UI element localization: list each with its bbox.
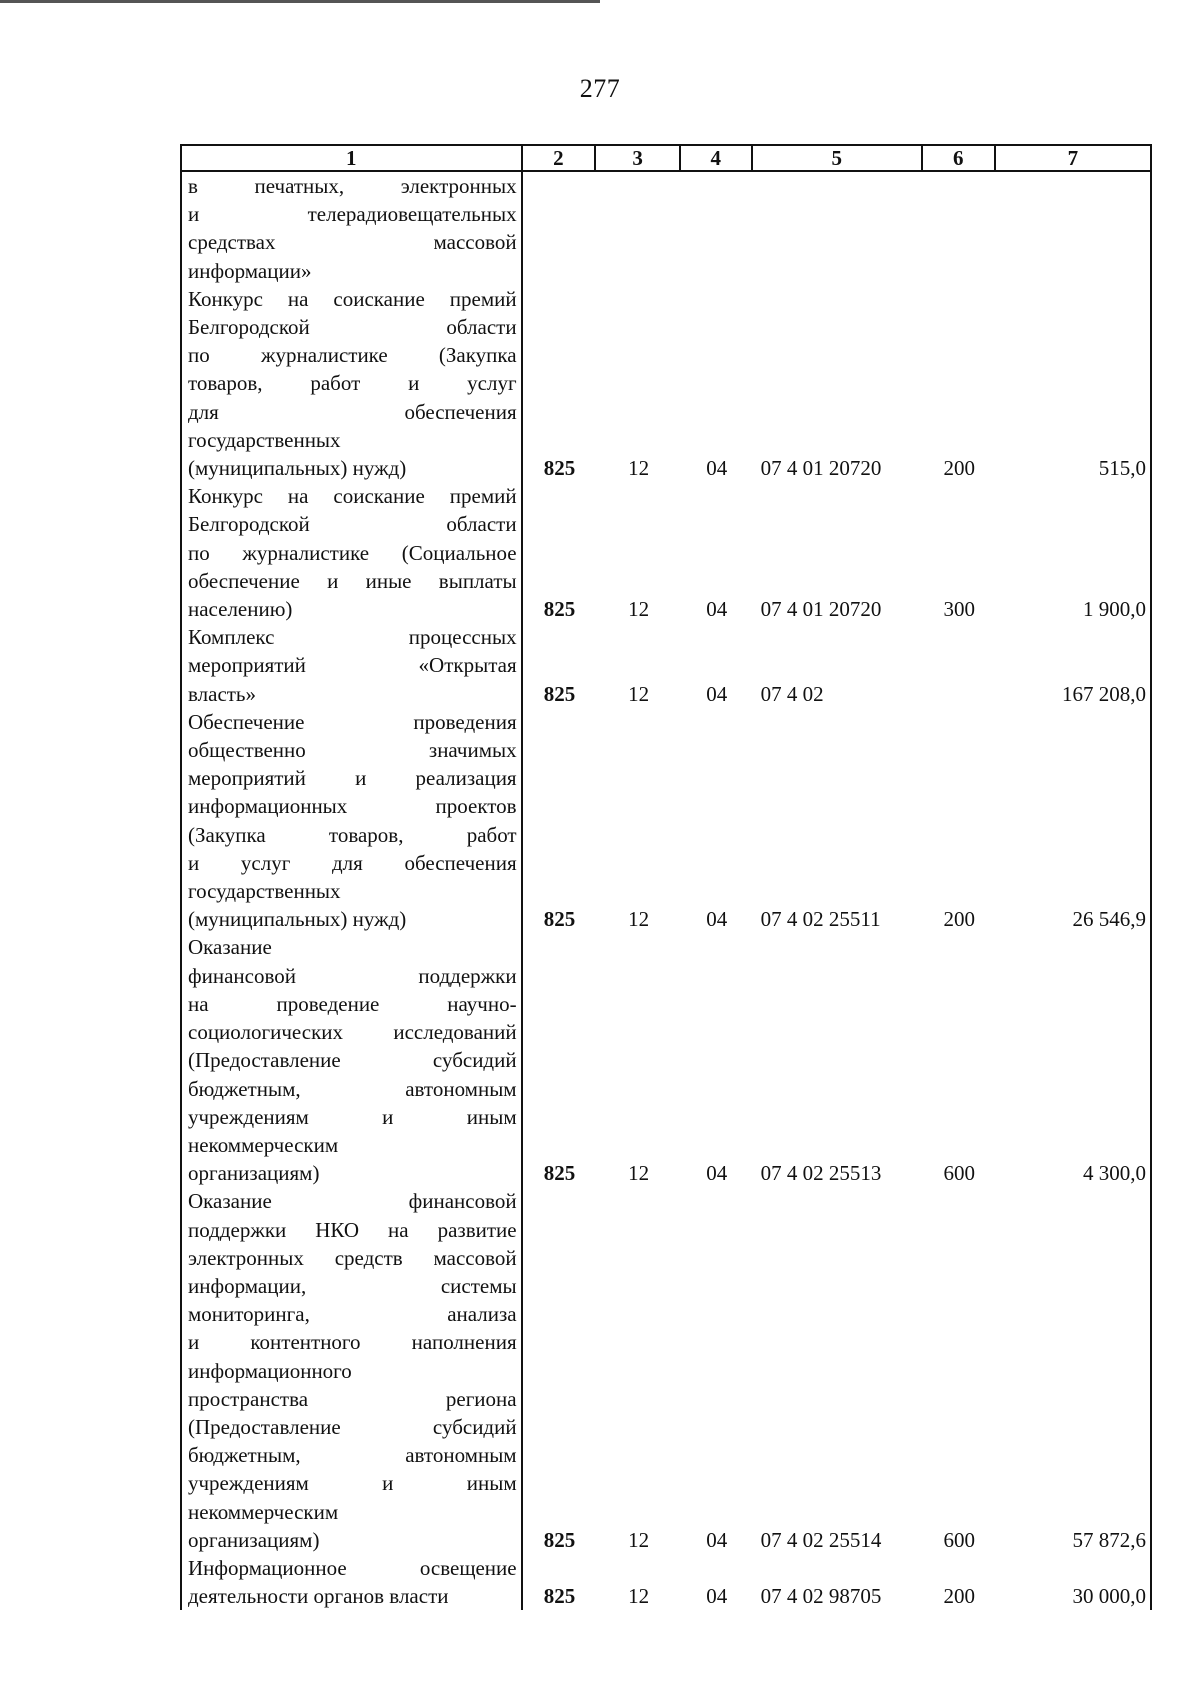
cell-subsection: 04: [706, 456, 728, 481]
cell-subsection: 04: [706, 597, 728, 622]
cell-section: 12: [628, 681, 650, 706]
cell-chief-admin-code: 825: [543, 1527, 576, 1552]
cell-section: 12: [628, 1161, 650, 1186]
cell-chief-admin-code: 825: [543, 456, 576, 481]
cell-chief-admin-code: 825: [543, 1584, 576, 1609]
cell-section: 12: [628, 907, 650, 932]
description-line: и телерадиовещательных: [188, 202, 517, 227]
description-line: власть»: [188, 681, 257, 706]
column-header-6: 6: [923, 146, 996, 170]
description-line: организациям): [188, 1527, 320, 1552]
description-line: общественно значимых: [188, 738, 517, 763]
cell-target-article: 07 4 02 25511: [760, 907, 881, 932]
description-line: финансовой поддержки: [188, 963, 517, 988]
column-header-2: 2: [523, 146, 597, 170]
cell-chief-admin-code: 825: [543, 681, 576, 706]
description-line: государственных: [188, 879, 341, 904]
description-line: учреждениям и иным: [188, 1471, 517, 1496]
description-line: некоммерческим: [188, 1132, 339, 1157]
cell-subsection: 04: [706, 681, 728, 706]
description-line: Конкурс на соискание премий: [188, 484, 517, 509]
cell-section: 12: [628, 1584, 650, 1609]
cell-target-article: 07 4 01 20720: [760, 597, 882, 622]
cell-target-article: 07 4 01 20720: [760, 456, 882, 481]
top-scan-rule: [0, 0, 600, 3]
description-line: (Предоставление субсидий: [188, 1048, 517, 1073]
description-line: Оказание финансовой: [188, 1189, 517, 1214]
cell-amount: 1 900,0: [1083, 597, 1146, 622]
cell-amount: 167 208,0: [1062, 681, 1146, 706]
cell-subsection: 04: [706, 1584, 728, 1609]
cell-target-article: 07 4 02 25513: [760, 1161, 882, 1186]
description-line: средствах массовой: [188, 230, 517, 255]
table-row: [182, 1554, 1150, 1610]
cell-section: 12: [628, 597, 650, 622]
budget-table: [180, 144, 1152, 1610]
description-line: по журналистике (Социальное: [188, 540, 517, 565]
cell-description: [182, 708, 523, 934]
description-line: по журналистике (Закупка: [188, 343, 517, 368]
cell-amount: 26 546,9: [1072, 907, 1146, 932]
column-header-5: 5: [753, 146, 923, 170]
description-line: Конкурс на соискание премий: [188, 286, 517, 311]
table-body: [180, 172, 1152, 1610]
cell-subsection: 04: [706, 1527, 728, 1552]
column-header-1: 1: [182, 146, 523, 170]
description-line: поддержки НКО на развитие: [188, 1217, 517, 1242]
cell-expense-type: 200: [943, 907, 976, 932]
description-line: мониторинга, анализа: [188, 1302, 517, 1327]
description-line: некоммерческим: [188, 1499, 339, 1524]
page-number: 277: [579, 74, 621, 103]
cell-expense-type: 200: [943, 1584, 976, 1609]
cell-subsection: 04: [706, 1161, 728, 1186]
description-line: информационного: [188, 1358, 352, 1383]
table-row: [182, 285, 1150, 482]
cell-expense-type: 600: [943, 1527, 976, 1552]
description-line: мероприятий и реализация: [188, 766, 517, 791]
cell-expense-type: 200: [943, 456, 976, 481]
description-line: Белгородской области: [188, 315, 517, 340]
cell-subsection: 04: [706, 907, 728, 932]
cell-target-article: 07 4 02 98705: [760, 1584, 882, 1609]
description-line: информации»: [188, 258, 312, 283]
cell-expense-type: 300: [943, 597, 976, 622]
table-row: [182, 172, 1150, 285]
description-line: на проведение научно-: [188, 991, 517, 1016]
description-line: электронных средств массовой: [188, 1245, 517, 1270]
description-line: Белгородской области: [188, 512, 517, 537]
cell-section: 12: [628, 456, 650, 481]
table-row: [182, 933, 1150, 1187]
description-line: организациям): [188, 1161, 320, 1186]
description-line: (Закупка товаров, работ: [188, 822, 517, 847]
cell-section: 12: [628, 1527, 650, 1552]
cell-chief-admin-code: 825: [543, 907, 576, 932]
description-line: и контентного наполнения: [188, 1330, 517, 1355]
description-line: Оказание: [188, 935, 272, 960]
description-line: учреждениям и иным: [188, 1104, 517, 1129]
cell-chief-admin-code: 825: [543, 1161, 576, 1186]
description-line: деятельности органов власти: [188, 1584, 449, 1609]
description-line: Обеспечение проведения: [188, 709, 517, 734]
description-line: Информационное освещение: [188, 1555, 517, 1580]
cell-description: [182, 172, 523, 285]
description-line: государственных: [188, 427, 341, 452]
cell-description: [182, 933, 523, 1187]
description-line: (муниципальных) нужд): [188, 456, 407, 481]
description-line: информации, системы: [188, 1273, 517, 1298]
description-line: мероприятий «Открытая: [188, 653, 517, 678]
table-row: [182, 482, 1150, 623]
description-line: пространства региона: [188, 1386, 517, 1411]
cell-description: [182, 285, 523, 482]
description-line: в печатных, электронных: [188, 174, 517, 198]
table-row: [182, 1187, 1150, 1554]
cell-target-article: 07 4 02 25514: [760, 1527, 882, 1552]
description-line: информационных проектов: [188, 794, 517, 819]
description-line: обеспечение и иные выплаты: [188, 568, 517, 593]
cell-expense-type: 600: [943, 1161, 976, 1186]
description-line: товаров, работ и услуг: [188, 371, 517, 396]
description-line: населению): [188, 597, 293, 622]
table-row: [182, 623, 1150, 708]
column-header-4: 4: [681, 146, 753, 170]
cell-description: [182, 1187, 523, 1554]
cell-description: [182, 623, 523, 708]
description-line: бюджетным, автономным: [188, 1443, 517, 1468]
description-line: социологических исследований: [188, 1020, 517, 1045]
column-header-7: 7: [1067, 146, 1079, 170]
description-line: и услуг для обеспечения: [188, 850, 517, 875]
cell-amount: 4 300,0: [1083, 1161, 1146, 1186]
description-line: (муниципальных) нужд): [188, 907, 407, 932]
cell-amount: 30 000,0: [1072, 1584, 1146, 1609]
cell-description: [182, 482, 523, 623]
table-row: [182, 708, 1150, 934]
cell-chief-admin-code: 825: [543, 597, 576, 622]
cell-target-article: 07 4 02: [760, 681, 824, 706]
description-line: для обеспечения: [188, 399, 517, 424]
description-line: Комплекс процессных: [188, 625, 517, 650]
description-line: (Предоставление субсидий: [188, 1414, 517, 1439]
cell-amount: 515,0: [1098, 456, 1146, 481]
column-header-3: 3: [596, 146, 681, 170]
description-line: бюджетным, автономным: [188, 1076, 517, 1101]
table-header-row: [180, 144, 1152, 172]
cell-amount: 57 872,6: [1072, 1527, 1146, 1552]
cell-description: [182, 1554, 523, 1610]
